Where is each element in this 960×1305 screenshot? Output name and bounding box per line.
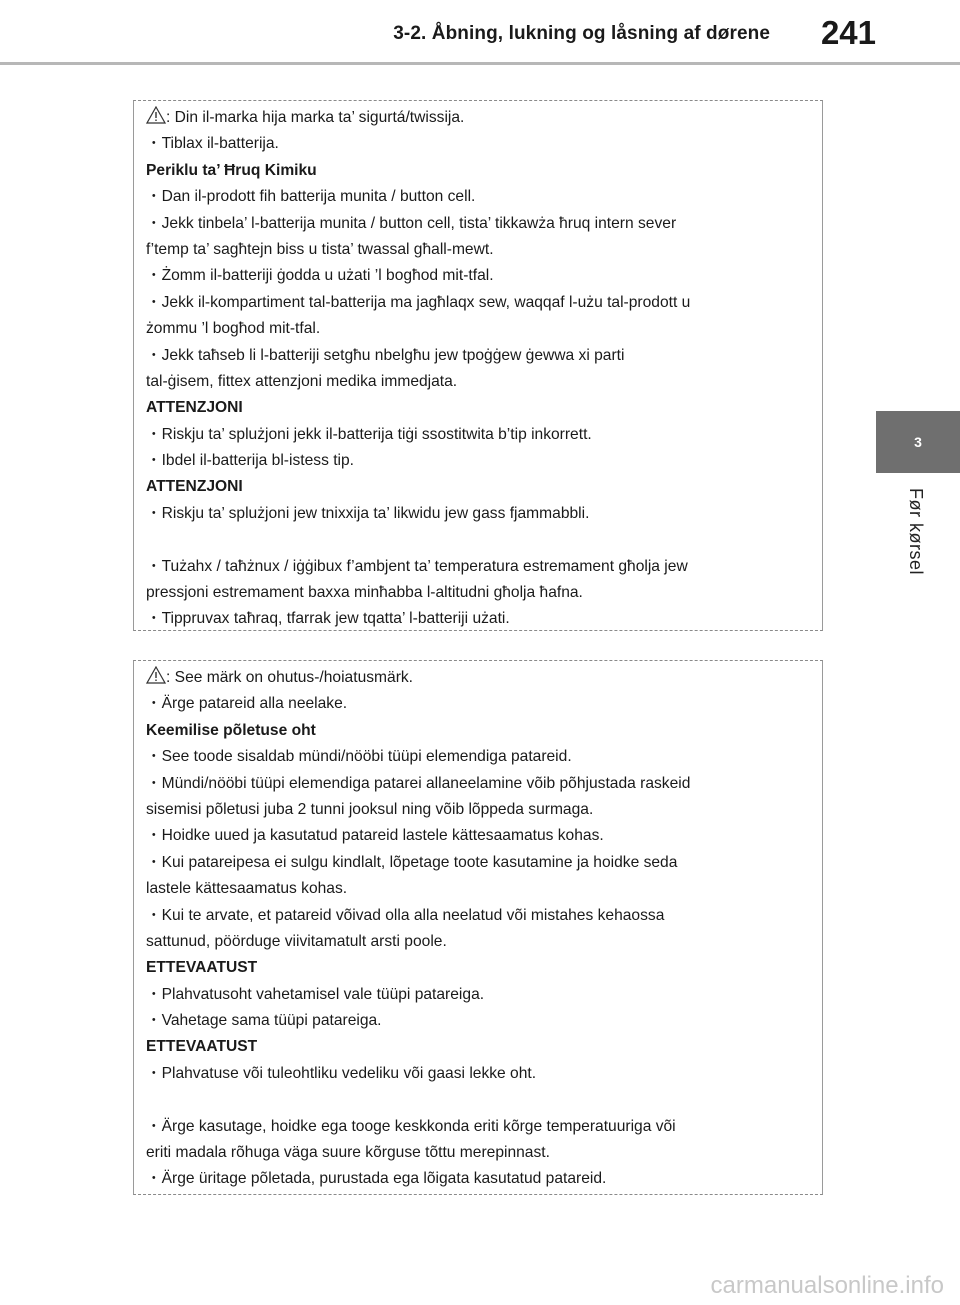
notice-line: żommu ’l bogħod mit-tfal. — [146, 320, 321, 338]
notice-heading: ETTEVAATUST — [146, 959, 258, 977]
notice-line: ・Riskju ta’ splużjoni jew tnixxija ta’ likwidu jew gass fjammabbli. — [146, 504, 590, 522]
notice-line: ・Dan il-prodott fih batterija munita / button cell. — [146, 188, 476, 206]
notice-line — [146, 1087, 822, 1113]
notice-heading: ATTENZJONI — [146, 478, 243, 496]
notice-line: eriti madala rõhuga väga suure kõrguse tõttu merepinnast. — [146, 1144, 550, 1162]
notice-line: pressjoni estremament baxxa minħabba l-altitudni għolja ħafna. — [146, 584, 583, 602]
notice-lines — [146, 691, 822, 1192]
notice-heading: Periklu ta’ Ħruq Kimiku — [146, 161, 317, 179]
notice-heading: ETTEVAATUST — [146, 1038, 258, 1056]
notice-line: ・Tużahx / taħżnux / iġġibux f’ambjent ta’ temperatura estremament għolja jew — [146, 557, 688, 575]
chapter-tab-label: Før kørsel — [906, 488, 926, 575]
notice-line: tal-ġisem, fittex attenzjoni medika immedjata. — [146, 372, 458, 390]
chapter-tab-number: 3 — [876, 411, 960, 473]
notice-heading: ATTENZJONI — [146, 399, 243, 417]
notice-line: ・Plahvatuse või tuleohtliku vedeliku või gaasi lekke oht. — [146, 1064, 537, 1082]
notice-line: ・Jekk taħseb li l-batteriji setgħu nbelgħu jew tpoġġew ġewwa xi parti — [146, 346, 625, 364]
page-number: 241 — [820, 14, 876, 51]
notice-line: ・Riskju ta’ splużjoni jekk il-batterija tiġi ssostitwita b’tip inkorrett. — [146, 425, 592, 443]
notice-line: sattunud, pöörduge viivitamatult arsti poole. — [146, 932, 447, 950]
watermark: carmanualsonline.info — [710, 1272, 944, 1299]
notice-line: ・Ärge kasutage, hoidke ega tooge keskkonda eriti kõrge temperatuuriga või — [146, 1117, 676, 1135]
notice-line: sisemisi põletusi juba 2 tunni jooksul ning võib lõppeda surmaga. — [146, 800, 594, 818]
notice-box-estonian — [133, 660, 823, 1195]
warning-triangle-icon — [146, 106, 166, 124]
notice-line: f’temp ta’ sagħtejn biss u tista’ twassal għall-mewt. — [146, 240, 494, 258]
notice-line: ・Plahvatusoht vahetamisel vale tüüpi patareiga. — [146, 985, 485, 1003]
notice-line: ・Ärge üritage põletada, purustada ega lõigata kasutatud patareid. — [146, 1170, 607, 1188]
notice-line: ・Kui te arvate, et patareid võivad olla alla neelatud või mistahes kehaossa — [146, 906, 665, 924]
notice-line: ・Kui patareipesa ei sulgu kindlalt, lõpetage toote kasutamine ja hoidke seda — [146, 853, 678, 871]
notice-line: lastele kättesaamatus kohas. — [146, 880, 348, 898]
notice-line: ・Jekk il-kompartiment tal-batterija ma jagħlaqx sew, waqqaf l-użu tal-prodott u — [146, 293, 691, 311]
notice-heading: Keemilise põletuse oht — [146, 721, 316, 739]
notice-line — [146, 527, 822, 553]
notice-line: ・Hoidke uued ja kasutatud patareid lastele kättesaamatus kohas. — [146, 827, 604, 845]
notice-line: ・Vahetage sama tüüpi patareiga. — [146, 1012, 382, 1030]
notice-line: ・Ibdel il-batterija bl-istess tip. — [146, 452, 354, 470]
notice-box-maltese — [133, 100, 823, 631]
notice-line: ・Tippruvax taħraq, tfarrak jew tqatta’ l-batteriji użati. — [146, 610, 510, 628]
notice-line: ・See toode sisaldab mündi/nööbi tüüpi elemendiga patareid. — [146, 748, 572, 766]
warning-triangle-icon — [146, 666, 166, 684]
header-rule — [0, 62, 960, 65]
notice-header — [146, 105, 822, 131]
notice-line: ・Jekk tinbela’ l-batterija munita / button cell, tista’ tikkawża ħruq intern sever — [146, 214, 677, 232]
notice-line: ・Ärge patareid alla neelake. — [146, 695, 348, 713]
notice-caption: : See märk on ohutus-/hoiatusmärk. — [166, 669, 414, 686]
notice-line: ・Mündi/nööbi tüüpi elemendiga patarei allaneelamine võib põhjustada raskeid — [146, 774, 691, 792]
notice-line: ・Tiblax il-batterija. — [146, 135, 279, 153]
notice-header — [146, 665, 822, 691]
notice-caption: : Din il-marka hija marka ta’ sigurtá/twissija. — [166, 109, 465, 126]
notice-lines — [146, 131, 822, 632]
section-title: 3-2. Åbning, lukning og låsning af dørene — [393, 23, 770, 44]
notice-line: ・Żomm il-batteriji ġodda u użati ’l bogħod mit-tfal. — [146, 267, 494, 285]
